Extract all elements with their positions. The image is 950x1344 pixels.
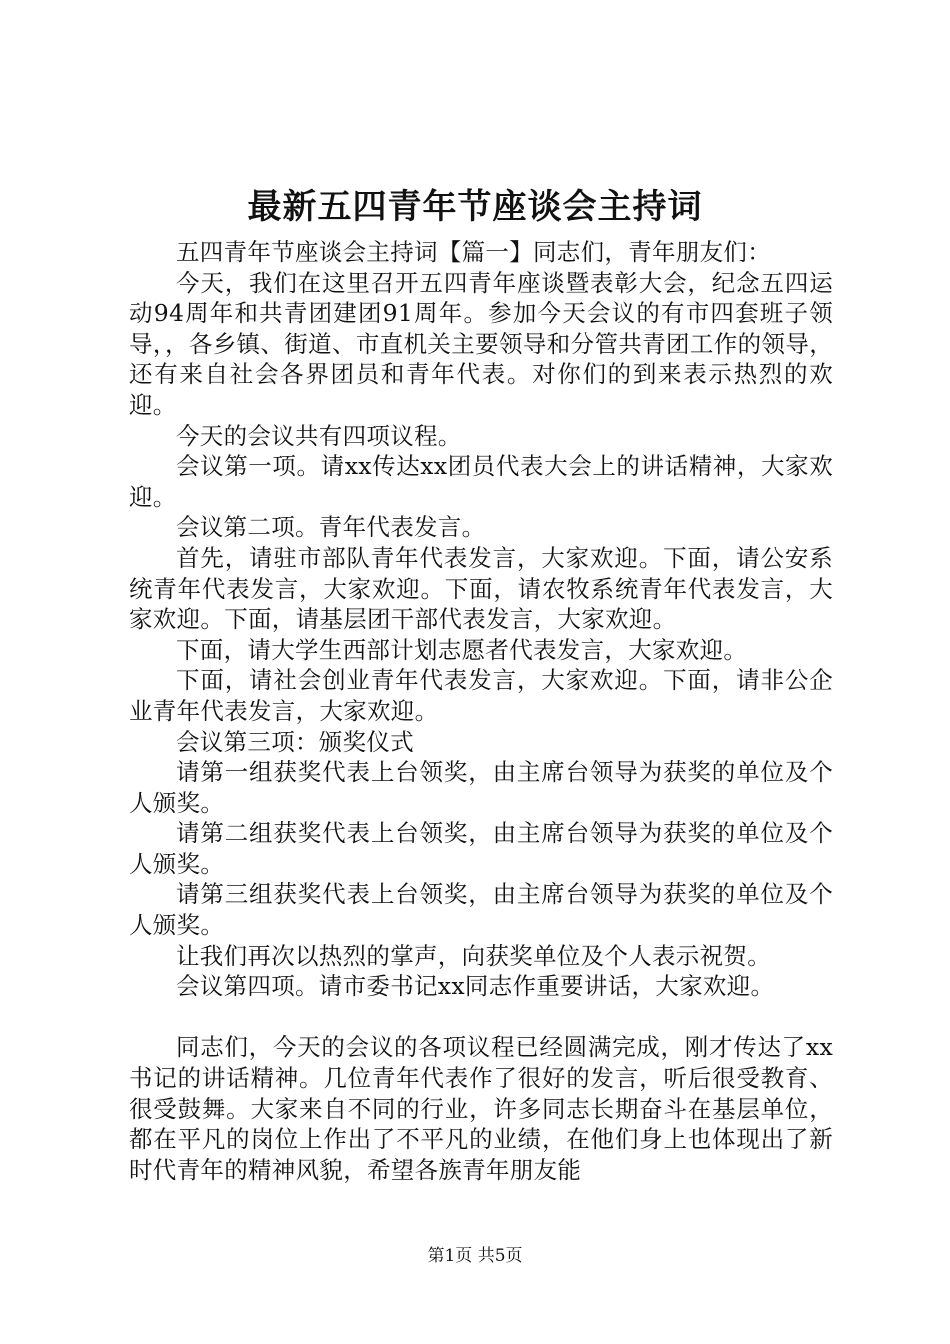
document-title: 最新五四青年节座谈会主持词 (247, 187, 703, 227)
paragraph-7: 下面，请大学生西部计划志愿者代表发言，大家欢迎。 (176, 635, 748, 664)
paragraph-9: 会议第三项：颁奖仪式 (176, 727, 414, 756)
page-footer: 第1页 共5页 (427, 1246, 523, 1266)
paragraph-14: 会议第四项。请市委书记xx同志作重要讲话，大家欢迎。 (176, 972, 775, 1001)
paragraph-12: 请第三组获奖代表上台领奖，由主席台领导为获奖的单位及个人颁奖。 (129, 880, 833, 940)
paragraph-11: 请第二组获奖代表上台领奖，由主席台领导为获奖的单位及个人颁奖。 (129, 819, 833, 878)
paragraph-4: 会议第一项。请xx传达xx团员代表大会上的讲话精神，大家欢迎。 (129, 452, 833, 511)
paragraph-5: 会议第二项。青年代表发言。 (176, 513, 486, 542)
document-body (129, 237, 833, 1185)
paragraph-2: 今天，我们在这里召开五四青年座谈暨表彰大会，纪念五四运动94周年和共青团建团91周年。参加今天会议的有市四套班子领导，，各乡镇、街道、市直机关主要领导和分管共青团工作的领导，还有来自社会各界团员和青年代表。对你们的到来表示热烈的欢迎。 (129, 268, 833, 419)
paragraph-8: 下面，请社会创业青年代表发言，大家欢迎。下面，请非公企业青年代表发言，大家欢迎。 (129, 666, 833, 725)
paragraph-6: 首先，请驻市部队青年代表发言，大家欢迎。下面，请公安系统青年代表发言，大家欢迎。下面，请农牧系统青年代表发言，大家欢迎。下面，请基层团干部代表发言，大家欢迎。 (129, 543, 833, 634)
paragraph-15: 同志们，今天的会议的各项议程已经圆满完成，刚才传达了xx书记的讲话精神。几位青年代表作了很好的发言，听后很受教育、很受鼓舞。大家来自不同的行业，许多同志长期奋斗在基层单位，都在平凡的岗位上作出了不平凡的业绩，在他们身上也体现出了新时代青年的精神风貌，希望各族青年朋友能 (129, 1033, 833, 1184)
paragraph-1: 五四青年节座谈会主持词【篇一】同志们，青年朋友们： (176, 238, 771, 266)
paragraph-10: 请第一组获奖代表上台领奖，由主席台领导为获奖的单位及个人颁奖。 (129, 758, 833, 817)
paragraph-13: 让我们再次以热烈的掌声，向获奖单位及个人表示祝贺。 (176, 941, 771, 970)
blank-line (129, 1002, 833, 1033)
paragraph-3: 今天的会议共有四项议程。 (176, 421, 462, 450)
